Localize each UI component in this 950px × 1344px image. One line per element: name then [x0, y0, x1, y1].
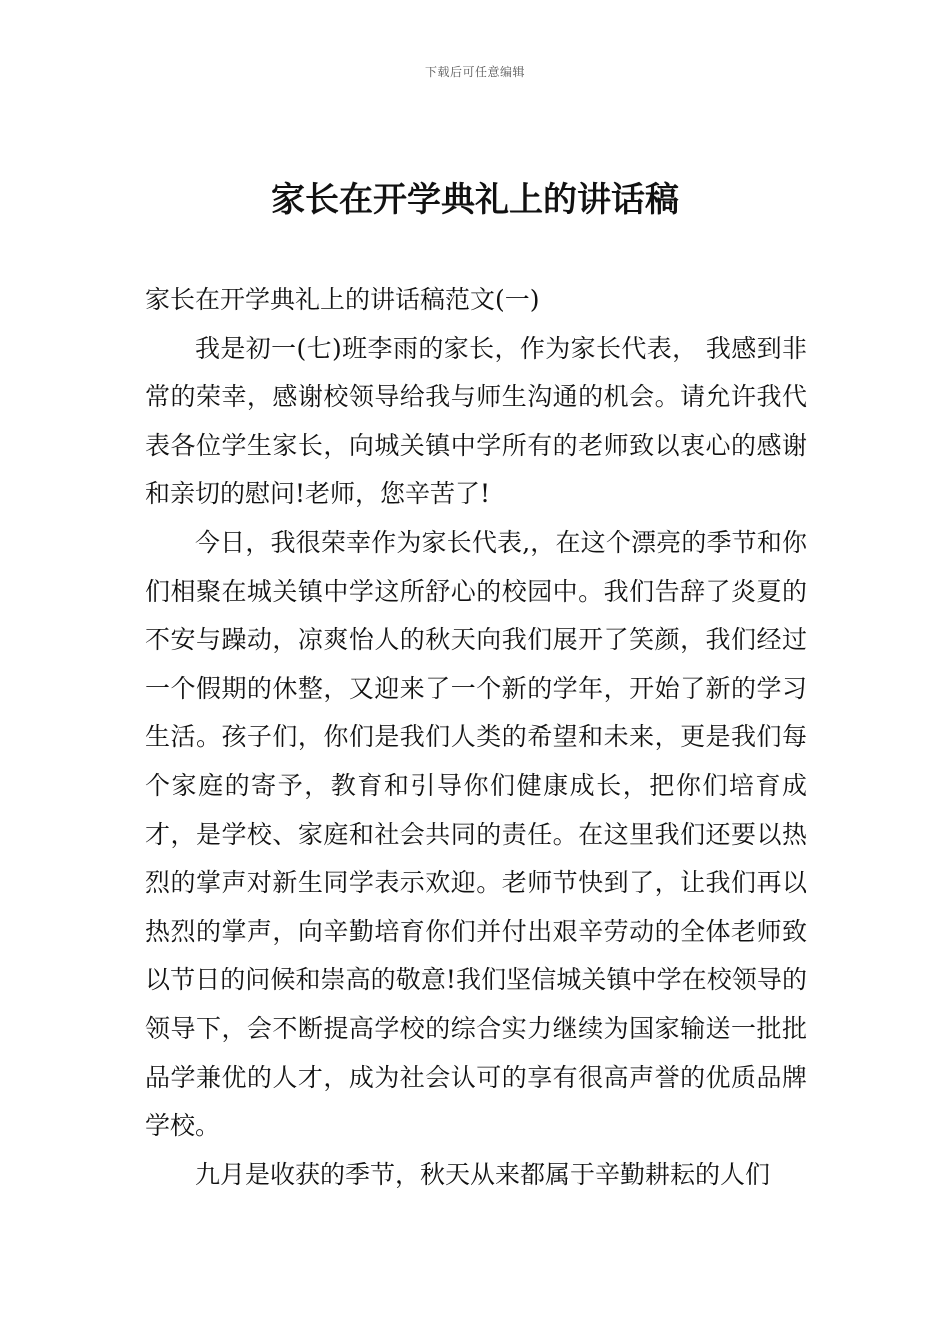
paragraph-3: 九月是收获的季节，秋天从来都属于辛勤耕耘的人们 — [195, 1159, 771, 1189]
header-note: 下载后可任意编辑 — [424, 65, 525, 79]
document-body — [145, 276, 807, 1199]
paragraph-1: 我是初一(七)班李雨的家长，作为家长代表， 我感到非常的荣幸，感谢校领导给我与师生沟通的机会。请允许我代表各位学生家长，向城关镇中学所有的老师致以衷心的感谢和亲切的慰问!老师，您辛苦了! — [145, 333, 807, 509]
document-subtitle: 家长在开学典礼上的讲话稿范文(一) — [145, 285, 540, 314]
document-title: 家长在开学典礼上的讲话稿 — [271, 180, 679, 220]
paragraph-2: 今日，我很荣幸作为家长代表,，在这个漂亮的季节和你们相聚在城关镇中学这所舒心的校园中。我们告辞了炎夏的不安与躁动，凉爽怡人的秋天向我们展开了笑颜，我们经过一个假期的休整，又迎来了一个新的学年，开始了新的学习生活。孩子们，你们是我们人类的希望和未来，更是我们每个家庭的寄予，教育和引导你们健康成长，把你们培育成才，是学校、家庭和社会共同的责任。在这里我们还要以热烈的掌声对新生同学表示欢迎。老师节快到了，让我们再以热烈的掌声，向辛勤培育你们并付出艰辛劳动的全体老师致以节日的问候和崇高的敬意!我们坚信城关镇中学在校领导的领导下，会不断提高学校的综合实力继续为国家输送一批批品学兼优的人才，成为社会认可的享有很高声誉的优质品牌学校。 — [145, 527, 807, 1141]
